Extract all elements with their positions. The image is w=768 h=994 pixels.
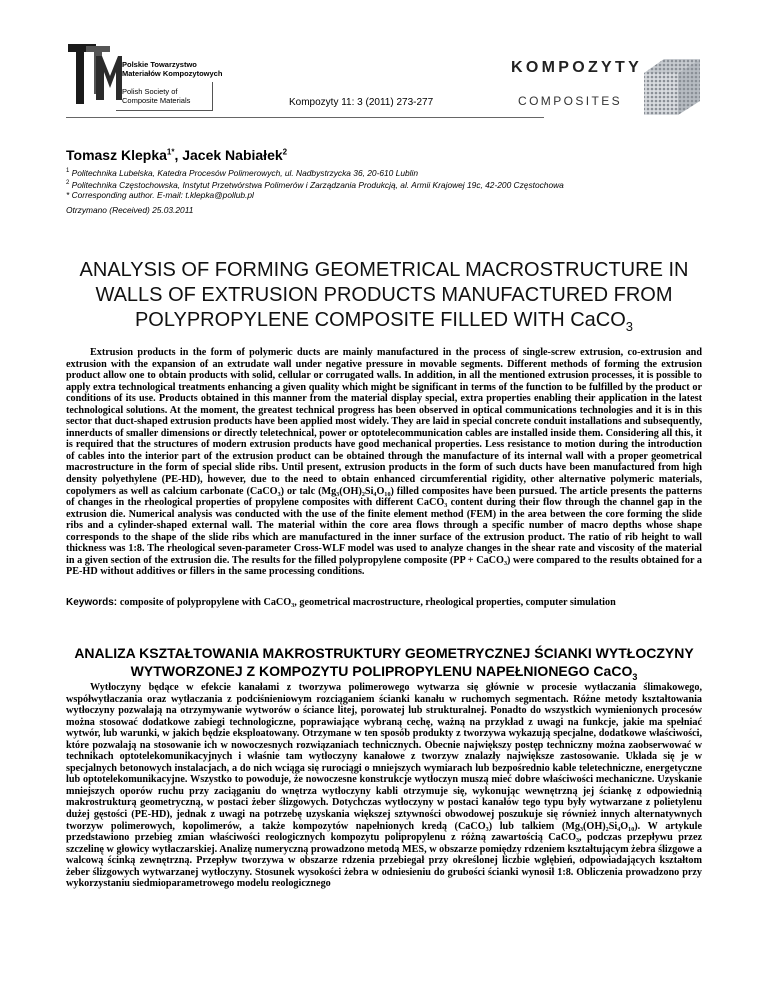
- paper-title-pl: ANALIZA KSZTAŁTOWANIA MAKROSTRUKTURY GEOMETRYCZNEJ ŚCIANKI WYTŁOCZYNY WYTWORZONEJ Z KOMPOZYTU POLIPROPYLENU NAPEŁNIONEGO CaCO$_3$: [74, 645, 694, 682]
- authors: Tomasz Klepka$^{1*}$, Jacek Nabiałek$^2$: [66, 147, 288, 163]
- journal-name-en: COMPOSITES: [518, 94, 623, 108]
- abstract-pl: Wytłoczyny będące w efekcie kanałami z tworzywa polimerowego wytwarza się głównie w procesie wytłaczania ślimakowego, współwytłaczania oraz wytłaczania z podciśnieniowym rozciąganiem ścianki kanału w ruchomych segmentach. Różne metody kształtowania wytłoczyny pozwalają na otrzymywanie wytworów o ściance litej, porowatej lub strukturalnej. Ponadto do wszystkich wymienionych procesów można stosować dodatkowe zabiegi technologiczne, poprawiające wybraną cechę, ważną na przykład z uwagi na funkcje, jakie ma spełniać wytwór, lub warunki, w jakich będzie eksploatowany. Otrzymane w ten sposób produkty z tworzywa wykazują specjalne, dodatkowe właściwości, które pozwalają na stosowanie ich w nowoczesnych rozwiązaniach technicznych. Obecnie największy postęp techniczny można zaobserwować w technikach optotelekomunikacyjnych i właśnie tam wytłoczyny kanałowe z tworzyw znalazły największe zastosowanie. Układa się je w specjalnych betonowych instalacjach, a do nich wciąga się rurociągi o mniejszych wymiarach lub bezpośrednio kable teletechniczne, energetyczne lub optotelekomunikacyjne. Wszystko to powoduje, że nowoczesne konstrukcje wytłoczyn muszą mieć dobre właściwości mechaniczne. Uzyskanie mniejszych oporów ruchu przy zaciąganiu do wnętrza wytłoczyny kabli otrzymuje się, wykonując wewnętrzną jej ściankę z odpowiednią makrostrukturą geometryczną, w postaci żeber ślizgowych. Dotychczas wytłoczyny w postaci kanałów tego typu były wytwarzane z polietylenu dużej gęstości (PE-HD), jednak z uwagi na potrzebę uzyskania większej sztywności obwodowej poszukuje się również innych alternatywnych tworzyw polimerowych, kopolimerów, a także kompozytów napełnionych kredą (CaCO₃) lub talkiem (Mg₃(OH)₂Si₄O₁₀). W artykule przedstawiono przebieg zmian właściwości reologicznych kompozytu polipropylenu z różną zawartością CaCO₃, podczas przepływu przez szczelinę w głowicy wytłaczarskiej. Analizę numeryczną prowadzono metodą MES, w obszarze pomiędzy rdzeniem kształtującym żebra ślizgowe a walcową ścinką zewnętrzną. Przepływ tworzywa w obszarze rdzenia przebiegał przy określonej liczbie wgłębień, odpowiadających kształtom żeber ślizgowych wytwarzanej wytłoczyny. Stosunek wysokości żebra w odniesieniu do grubości ścianki wynosił 1:8. Obliczenia prowadzono przy wykorzystaniu siedmioparametrowego modelu reologicznego: [66, 682, 702, 890]
- society-name-pl: Polskie Towarzystwo Materiałów Kompozytowych: [122, 60, 223, 78]
- ptmk-logo-icon: [66, 42, 122, 106]
- header-rule: [66, 117, 544, 118]
- received-date: Otrzymano (Received) 25.03.2011: [66, 205, 194, 215]
- keywords: Keywords: composite of polypropylene with CaCO₃, geometrical macrostructure, rheological properties, computer simulation: [66, 597, 616, 608]
- journal-name-pl: KOMPOZYTY: [511, 59, 643, 76]
- society-name-en: Polish Society of Composite Materials: [122, 87, 191, 105]
- abstract-en: Extrusion products in the form of polymeric ducts are mainly manufactured in the process of single-screw extrusion, co-extrusion and extrusion with the expansion of an extrudate wall under negative pressure in movable segments. Different methods of forming the extrusion product allow one to obtain products with solid, cellular or corrugated walls. In addition, in all the mentioned extrusion processes, it is possible to apply extra technological treatments enhancing a given quality which might be significant in terms of the function to be fulfilled by the product or conditions of its use. Products obtained in this manner from the material display special, extra properties enabling their application in the latest technological solutions. At the moment, the greatest technical progress has been observed in optical communications technologies and it is in this sector that duct-shaped extrusion products have been applied most widely. They are laid in special concrete conduit installations and subsequently, innerducts of smaller dimensions or directly teletechnical, power or optotelecommunication cables are installed inside them. Considering all this, it is required that the structures of modern extrusion products have good mechanical properties. Less resistance to motion during the introduction of cables into the interior part of the extrusion product can be obtained through the manufacture of its internal wall with a proper geometrical macrostructure in the form of special slide ribs. Until present, extrusion products in the form of such ducts have been manufactured from high density polyethylene (PE-HD), however, due to the need to obtain enhanced circumferential rigidity, other alternative polymeric materials, copolymers as well as calcium carbonate (CaCO₃) or talc (Mg₃(OH)₂Si₄O₁₀) filled composites have been pursued. The article presents the patterns of changes in the rheological properties of propylene composites with different CaCO₃ content during their flow through the channel gap in the extrusion die. Numerical analysis was conducted with the use of the finite element method (FEM) in the area between the core forming the slide ribs and a cylinder-shaped external wall. The material within the core area flows through a specific number of macro depths whose shape corresponds to the shape of the slide ribs which are manufactured in the inner surface of the extrusion product. The ratio of rib height to wall thickness was 1:8. The rheological seven-parameter Cross-WLF model was used to analyze changes in the shear rate and viscosity of the material in a given section of the extrusion die. The results for the filled polypropylene composite (PP + CaCO₃) were compared to the results obtained for a PE-HD without additives or fillers in the same processing conditions.: [66, 347, 702, 578]
- journal-reference: Kompozyty 11: 3 (2011) 273-277: [289, 97, 434, 108]
- affiliations: $^1$ Politechnika Lubelska, Katedra Procesów Polimerowych, ul. Nadbystrzycka 36, 20-610 Lublin $^2$ Politechnika Częstochowska, Instytut Przetwórstwa Polimerów i Zarządzania Produkcją, al. Armii Krajowej 19c, 42-200 Częstochowa * Corresponding author. E-mail: t.klepka@pollub.pl: [66, 167, 564, 200]
- composite-cube-icon: [642, 55, 704, 117]
- paper-title-en: ANALYSIS OF FORMING GEOMETRICAL MACROSTRUCTURE IN WALLS OF EXTRUSION PRODUCTS MANUFACTURED FROM POLYPROPYLENE COMPOSITE FILLED WITH CaCO$_3$: [79, 259, 689, 334]
